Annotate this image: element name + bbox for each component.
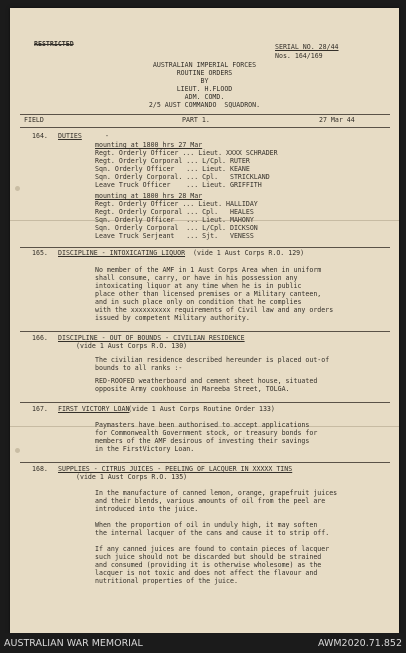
- order-title: DUTIES: [58, 132, 82, 140]
- title-line: AUSTRALIAN IMPERIAL FORCES: [152, 61, 257, 69]
- order-reference: (vide 1 Aust Corps R.O. 130): [76, 342, 188, 350]
- order-body-line: such juice should not be discarded but should be strained: [95, 553, 322, 561]
- order-body-line: shall consume, carry, or have in his possession any: [95, 274, 298, 282]
- duty-row: Sqn. Orderly Corporal. ... Cpl. STRICKLAND: [95, 173, 270, 181]
- order-number: 166.: [32, 334, 48, 342]
- title-line: ROUTINE ORDERS: [176, 69, 233, 77]
- title-line: LIEUT. H.FLOOD: [176, 85, 233, 93]
- duty-row: Regt. Orderly Officer ... Lieut. XXXX SCHRADER: [95, 149, 278, 157]
- title-line: BY: [200, 77, 209, 85]
- order-body-line: nutritional properties of the juice.: [95, 577, 238, 585]
- duty-row: Sqn. Orderly Officer ... Lieut. KEANE: [95, 165, 250, 173]
- order-body-line: Paymasters have been authorised to accept applications: [95, 421, 310, 429]
- order-body-line: RED-ROOFED weatherboard and cement sheet house, situated: [95, 377, 318, 385]
- document-page: [10, 8, 399, 633]
- order-body-line: intoxicating liquor at any time when he is in public: [95, 282, 302, 290]
- order-body-line: the internal lacquer of the cans and cause it to strip off.: [95, 529, 330, 537]
- divider: [20, 114, 390, 115]
- order-number: 164.: [32, 132, 48, 140]
- order-body-line: issued by competent Military authority.: [95, 314, 250, 322]
- serial-number: SERIAL NO. 28/44: [275, 43, 339, 51]
- duty-row: Regt. Orderly Corporal ... Cpl. HEALES: [95, 208, 254, 216]
- order-body-line: members of the AMF desirous of investing their savings: [95, 437, 310, 445]
- title-line: ADM. COMD.: [184, 93, 225, 101]
- order-reference: (vide 1 Aust Corps R.O. 135): [76, 473, 188, 481]
- footer-bar: [0, 633, 406, 653]
- punch-hole: [15, 448, 20, 453]
- divider: [20, 462, 390, 463]
- order-body-line: in the FirstVictory Loan.: [95, 445, 195, 453]
- divider: [20, 331, 390, 332]
- divider: [20, 402, 390, 403]
- order-title-suffix: (vide 1 Aust Corps Routine Order 133): [124, 405, 275, 413]
- order-title: DISCIPLINE - INTOXICATING LIQUOR: [58, 249, 186, 257]
- classification-stamp: RESTRICTED: [34, 40, 74, 48]
- order-body-line: lacquer is not toxic and does not affect the flavour and: [95, 569, 318, 577]
- order-title: SUPPLIES - CITRUS JUICES - PEELING OF LACQUER IN XXXXX TINS: [58, 465, 293, 473]
- order-title-suffix: -: [101, 132, 109, 140]
- order-numbers: Nos. 164/169: [275, 52, 323, 60]
- divider: [20, 127, 390, 128]
- duty-row: Leave Truck Officer ... Lieut. GRIFFITH: [95, 181, 262, 189]
- order-body-line: and consumed (providing it is otherwise wholesome) as the: [95, 561, 322, 569]
- order-body-line: If any canned juices are found to contain pieces of lacquer: [95, 545, 330, 553]
- duty-subheading: mounting at 1800 hrs 27 Mar: [95, 141, 203, 149]
- order-body-line: for Commonwealth Government stock, or treasury bonds for: [95, 429, 318, 437]
- banner-field: FIELD: [24, 116, 44, 124]
- footer-institution: AUSTRALIAN WAR MEMORIAL: [4, 638, 143, 649]
- order-body-line: place other than licensed premises or a Military canteen,: [95, 290, 322, 298]
- divider: [20, 247, 390, 248]
- order-body-line: When the proportion of oil in unduly high, it may soften: [95, 521, 318, 529]
- duty-row: Sqn. Orderly Corporal ... L/Cpl. DICKSON: [95, 224, 258, 232]
- duty-row: Regt. Orderly Corporal ... L/Cpl. RUTER: [95, 157, 250, 165]
- duty-row: Sqn. Orderly Officer ... Lieut. MAHONY: [95, 216, 254, 224]
- order-number: 168.: [32, 465, 48, 473]
- order-number: 165.: [32, 249, 48, 257]
- order-number: 167.: [32, 405, 48, 413]
- order-body-line: The civilian residence described hereunder is placed out-of: [95, 356, 330, 364]
- duty-row: Leave Truck Serjeant ... Sjt. VENESS: [95, 232, 254, 240]
- order-body-line: In the manufacture of canned lemon, orange, grapefruit juices: [95, 489, 338, 497]
- order-body-line: with the xxxxxxxxxx requirements of Civil law and any orders: [95, 306, 334, 314]
- footer-accession-number: AWM2020.71.852: [317, 638, 402, 649]
- order-body-line: bounds to all ranks :-: [95, 364, 183, 372]
- duty-row: Regt. Orderly Officer ... Lieut. HALLIDAY: [95, 200, 258, 208]
- order-title-suffix: (vide 1 Aust Corps R.O. 129): [189, 249, 305, 257]
- order-title: DISCIPLINE - OUT OF BOUNDS - CIVILIAN RESIDENCE: [58, 334, 245, 342]
- duty-subheading: mounting at 1800 hrs 28 Mar: [95, 192, 203, 200]
- punch-hole: [15, 186, 20, 191]
- order-body-line: No member of the AMF in 1 Aust Corps Area when in uniform: [95, 266, 322, 274]
- order-body-line: and in such place only on condition that he complies: [95, 298, 302, 306]
- banner-date: 27 Mar 44: [319, 116, 355, 124]
- title-line: 2/5 AUST COMMANDO SQUADRON.: [148, 101, 261, 109]
- order-body-line: and their blends, various amounts of oil from the peel are: [95, 497, 326, 505]
- order-body-line: introduced into the juice.: [95, 505, 199, 513]
- order-body-line: opposite Army cookhouse in Mareeba Street, TOLGA.: [95, 385, 290, 393]
- banner-part: PART 1.: [182, 116, 210, 124]
- order-title: FIRST VICTORY LOAN: [58, 405, 130, 413]
